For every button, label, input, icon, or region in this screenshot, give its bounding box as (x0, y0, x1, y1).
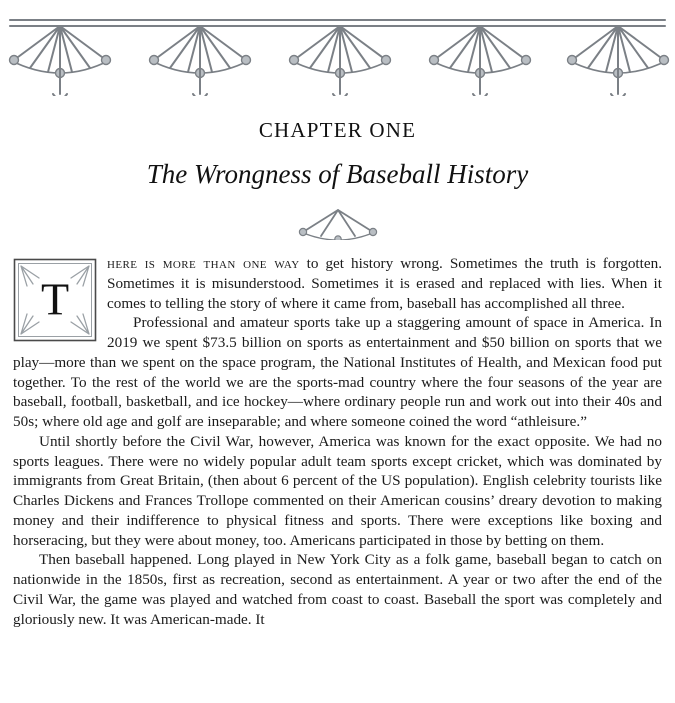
paragraph-4: Then baseball happened. Long played in New York City as a folk game, baseball began to catch on nationwide in the 1850s, first as recreation, second as entertainment. A year or two after the end of the Civil War, the game was played and watched from coast to coast. Baseball the sport was completely and gloriously new. It was American-made. It (13, 551, 662, 628)
chapter-title: The Wrongness of Baseball History (146, 159, 529, 189)
dropcap-letter: T (40, 273, 70, 325)
baseball-bat-and-ball-border-ornament (0, 0, 675, 96)
dropcap-frame (13, 258, 97, 342)
paragraph-1 (13, 254, 662, 313)
crossed-bats-ornament (293, 206, 383, 240)
opening-smallcaps: here is more than one way (107, 255, 300, 272)
paragraph-1-rest: to get history wrong. Sometimes the truth is forgotten. Sometimes it is misunderstood. Sometimes it is erased and replaced with lies. When it comes to telling the story of where it came from, baseball has accomplished all three. (107, 255, 663, 312)
header-ornament (0, 0, 675, 96)
body-text (0, 240, 675, 629)
section-divider-ornament (0, 206, 675, 240)
paragraph-3: Until shortly before the Civil War, however, America was known for the exact opposite. We had no sports leagues. There were no widely popular adult team sports except cricket, which was dominated by immigrants from Great Britain, (then about 6 percent of the US population). English celebrity tourists like Charles Dickens and Frances Trollope commented on their American cousins’ dreary devotion to making money and their indifference to physical fitness and sports. There were exceptions like boxing and horseracing, but they were about money, too. Americans participated in those by betting on them. (13, 432, 662, 549)
paragraph-2: Professional and amateur sports take up a staggering amount of space in America. In 2019 we spent $73.5 billion on sports as entertainment and $50 billion on sports that we play—more than we spent on the space program, the National Institutes of Health, and Mexican food put together. To the rest of the world we are the sports-mad country where the four seasons of the year are baseball, football, basketball, and ice hockey—where ordinary people run and work out into their 40s and 50s; where old age and golf are inseparable; and where someone coined the word “athleisure.” (13, 314, 662, 430)
chapter-label: CHAPTER ONE (258, 118, 417, 142)
